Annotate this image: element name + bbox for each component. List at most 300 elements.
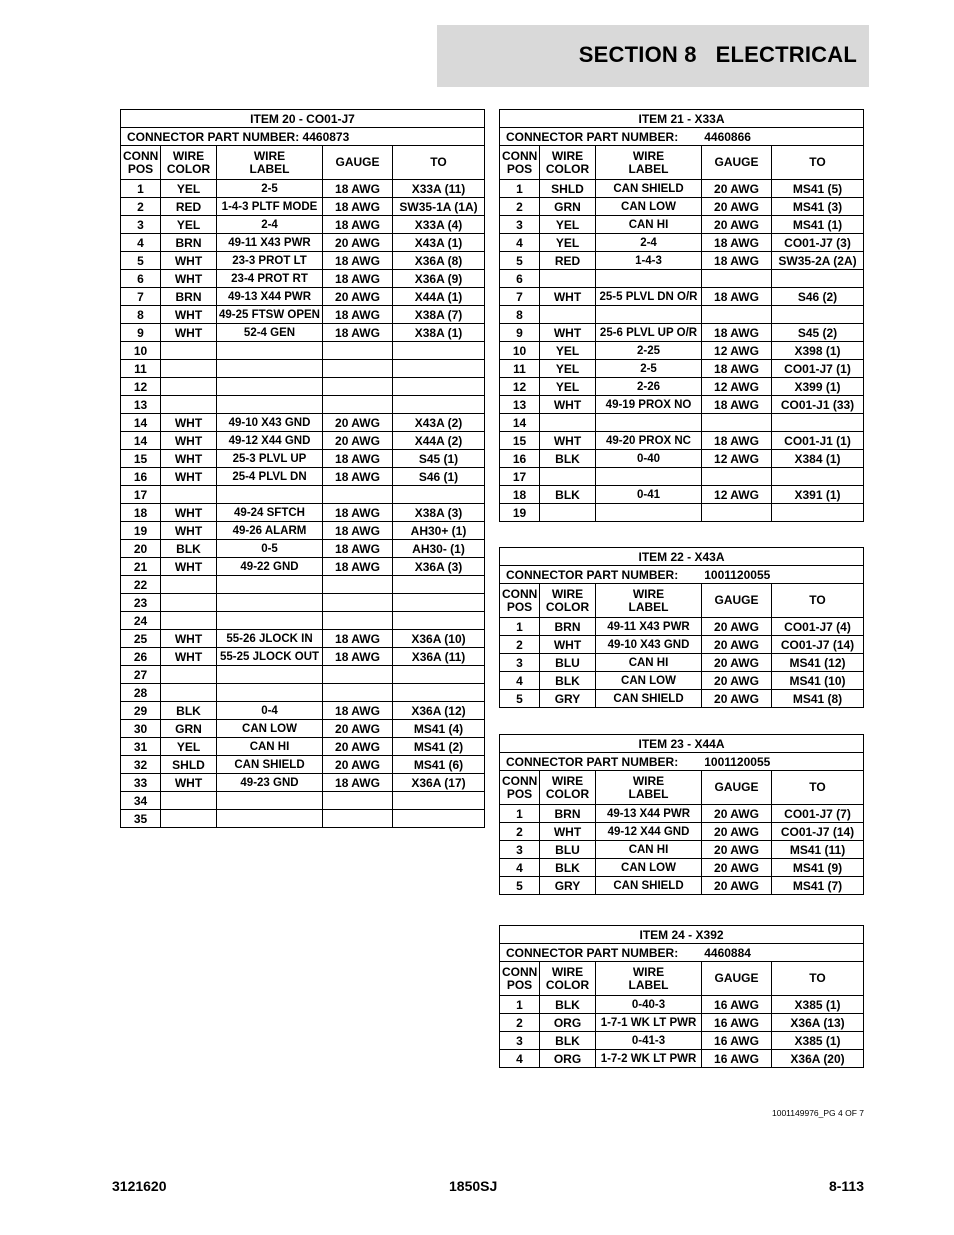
cell-to: X391 (1) <box>772 486 864 504</box>
part-number-value: 4460866 <box>704 129 751 144</box>
cell-to: CO01-J1 (1) <box>772 432 864 450</box>
cell-gauge: 20 AWG <box>702 859 772 877</box>
table-row <box>121 738 485 756</box>
table-row <box>500 396 864 414</box>
cell-to: X385 (1) <box>772 996 864 1014</box>
footer-manual-number: 3121620 <box>112 1178 167 1194</box>
cell-wire-color <box>161 666 217 684</box>
cell-wire-color: WHT <box>161 432 217 450</box>
cell-wire-color: BLK <box>540 672 596 690</box>
cell-conn-pos: 10 <box>500 342 540 360</box>
cell-gauge <box>323 684 393 702</box>
cell-conn-pos: 1 <box>500 805 540 823</box>
cell-conn-pos: 31 <box>121 738 161 756</box>
cell-conn-pos: 13 <box>121 396 161 414</box>
cell-conn-pos: 3 <box>500 841 540 859</box>
table-row <box>500 654 864 672</box>
cell-to: MS41 (12) <box>772 654 864 672</box>
column-header-wire-color: WIRE COLOR <box>540 771 596 805</box>
cell-to: MS41 (1) <box>772 216 864 234</box>
cell-to <box>772 270 864 288</box>
page-reference-note: 1001149976_PG 4 OF 7 <box>772 1108 864 1118</box>
table-row <box>121 522 485 540</box>
cell-to: X38A (3) <box>393 504 485 522</box>
cell-gauge: 20 AWG <box>323 720 393 738</box>
cell-to: X36A (20) <box>772 1050 864 1068</box>
cell-wire-color: WHT <box>540 636 596 654</box>
table-row <box>500 1032 864 1050</box>
cell-gauge <box>702 468 772 486</box>
cell-wire-color: WHT <box>540 396 596 414</box>
cell-conn-pos: 12 <box>121 378 161 396</box>
cell-conn-pos: 26 <box>121 648 161 666</box>
cell-to: S46 (1) <box>393 468 485 486</box>
column-header-gauge: GAUGE <box>702 962 772 996</box>
cell-gauge: 20 AWG <box>702 216 772 234</box>
table-row <box>121 180 485 198</box>
connector-table-item-24 <box>499 925 864 1068</box>
column-header-wire-label: WIRE LABEL <box>596 962 702 996</box>
column-header-wire-label: WIRE LABEL <box>596 146 702 180</box>
cell-gauge: 18 AWG <box>323 450 393 468</box>
cell-to <box>393 666 485 684</box>
part-number-label: CONNECTOR PART NUMBER: 4460873 <box>127 129 350 144</box>
column-header-wire-color: WIRE COLOR <box>540 584 596 618</box>
table-row <box>121 432 485 450</box>
cell-wire-color <box>161 576 217 594</box>
cell-wire-color: BLK <box>161 540 217 558</box>
column-header-conn-pos: CONN POS <box>500 584 540 618</box>
cell-conn-pos: 27 <box>121 666 161 684</box>
cell-to: X33A (11) <box>393 180 485 198</box>
cell-to: X36A (12) <box>393 702 485 720</box>
cell-wire-label: 0-40-3 <box>596 996 702 1014</box>
table-row <box>121 396 485 414</box>
cell-to <box>393 792 485 810</box>
cell-wire-color: WHT <box>540 288 596 306</box>
cell-wire-label <box>217 360 323 378</box>
cell-to: MS41 (3) <box>772 198 864 216</box>
cell-wire-color <box>161 594 217 612</box>
cell-gauge <box>323 594 393 612</box>
cell-to: MS41 (9) <box>772 859 864 877</box>
cell-to: X36A (17) <box>393 774 485 792</box>
cell-wire-color <box>161 486 217 504</box>
cell-conn-pos: 4 <box>500 859 540 877</box>
cell-wire-label: 1-4-3 PLTF MODE <box>217 198 323 216</box>
table-title: ITEM 24 - X392 <box>500 926 864 944</box>
cell-conn-pos: 3 <box>500 654 540 672</box>
cell-wire-label: 49-24 SFTCH <box>217 504 323 522</box>
cell-gauge: 20 AWG <box>323 288 393 306</box>
cell-conn-pos: 16 <box>121 468 161 486</box>
cell-to: X36A (3) <box>393 558 485 576</box>
table-row <box>121 774 485 792</box>
cell-to: X399 (1) <box>772 378 864 396</box>
cell-gauge: 20 AWG <box>702 877 772 895</box>
cell-conn-pos: 5 <box>500 690 540 708</box>
table-row <box>500 996 864 1014</box>
cell-wire-label: 49-22 GND <box>217 558 323 576</box>
connector-part-number <box>500 566 864 584</box>
cell-to <box>393 810 485 828</box>
table-row <box>121 450 485 468</box>
cell-wire-label: 1-4-3 <box>596 252 702 270</box>
cell-conn-pos: 5 <box>121 252 161 270</box>
table-row <box>500 216 864 234</box>
cell-wire-color <box>161 810 217 828</box>
cell-wire-label: CAN SHIELD <box>596 877 702 895</box>
cell-wire-label: 2-4 <box>596 234 702 252</box>
cell-wire-color: SHLD <box>540 180 596 198</box>
cell-conn-pos: 5 <box>500 252 540 270</box>
cell-to: CO01-J1 (33) <box>772 396 864 414</box>
column-header-to: TO <box>393 146 485 180</box>
cell-conn-pos: 16 <box>500 450 540 468</box>
cell-wire-color: WHT <box>161 270 217 288</box>
cell-gauge: 12 AWG <box>702 450 772 468</box>
cell-gauge: 20 AWG <box>702 672 772 690</box>
cell-to: S45 (2) <box>772 324 864 342</box>
cell-conn-pos: 11 <box>500 360 540 378</box>
cell-wire-color: ORG <box>540 1050 596 1068</box>
cell-wire-label <box>596 414 702 432</box>
table-row <box>121 288 485 306</box>
cell-conn-pos: 12 <box>500 378 540 396</box>
cell-conn-pos: 4 <box>500 1050 540 1068</box>
cell-wire-label: CAN HI <box>596 841 702 859</box>
part-number-value: 1001120055 <box>704 754 771 769</box>
cell-gauge: 20 AWG <box>702 618 772 636</box>
cell-wire-color <box>161 684 217 702</box>
cell-gauge: 18 AWG <box>702 324 772 342</box>
cell-gauge <box>702 414 772 432</box>
cell-wire-color <box>161 378 217 396</box>
cell-gauge: 12 AWG <box>702 378 772 396</box>
cell-wire-label: 49-26 ALARM <box>217 522 323 540</box>
table-row <box>500 252 864 270</box>
cell-wire-color <box>161 612 217 630</box>
cell-wire-label: 2-4 <box>217 216 323 234</box>
cell-wire-label <box>217 810 323 828</box>
column-header-wire-color: WIRE COLOR <box>540 146 596 180</box>
table-row <box>500 1050 864 1068</box>
cell-gauge: 20 AWG <box>323 756 393 774</box>
cell-wire-color: RED <box>540 252 596 270</box>
cell-wire-label: 49-25 FTSW OPEN <box>217 306 323 324</box>
cell-wire-color: BRN <box>161 234 217 252</box>
cell-gauge: 16 AWG <box>702 1014 772 1032</box>
cell-conn-pos: 22 <box>121 576 161 594</box>
cell-wire-color <box>540 468 596 486</box>
cell-gauge: 18 AWG <box>323 648 393 666</box>
cell-wire-label: 49-11 X43 PWR <box>596 618 702 636</box>
column-header-to: TO <box>772 584 864 618</box>
footer-model: 1850SJ <box>449 1178 498 1194</box>
cell-wire-color: WHT <box>161 414 217 432</box>
table-row <box>500 288 864 306</box>
cell-wire-color: YEL <box>161 738 217 756</box>
cell-gauge <box>702 504 772 522</box>
cell-to: X33A (4) <box>393 216 485 234</box>
cell-to <box>393 594 485 612</box>
cell-wire-label: CAN SHIELD <box>217 756 323 774</box>
column-header-gauge: GAUGE <box>702 584 772 618</box>
cell-conn-pos: 35 <box>121 810 161 828</box>
cell-wire-label: 49-13 X44 PWR <box>217 288 323 306</box>
cell-wire-label <box>217 576 323 594</box>
cell-wire-label <box>217 792 323 810</box>
cell-wire-label: 25-4 PLVL DN <box>217 468 323 486</box>
cell-conn-pos: 7 <box>500 288 540 306</box>
cell-conn-pos: 33 <box>121 774 161 792</box>
cell-conn-pos: 1 <box>500 996 540 1014</box>
cell-wire-color: BLU <box>540 654 596 672</box>
cell-conn-pos: 30 <box>121 720 161 738</box>
cell-to <box>393 396 485 414</box>
cell-wire-color: WHT <box>161 468 217 486</box>
cell-wire-label <box>596 468 702 486</box>
cell-wire-color: WHT <box>161 252 217 270</box>
cell-gauge: 18 AWG <box>323 504 393 522</box>
connector-part-number <box>500 753 864 771</box>
cell-conn-pos: 4 <box>500 672 540 690</box>
section-title: SECTION 8 ELECTRICAL <box>578 42 857 67</box>
table-row <box>500 180 864 198</box>
cell-conn-pos: 19 <box>500 504 540 522</box>
cell-to: X36A (10) <box>393 630 485 648</box>
cell-wire-label: 52-4 GEN <box>217 324 323 342</box>
cell-conn-pos: 23 <box>121 594 161 612</box>
connector-table-item-21 <box>499 109 864 522</box>
cell-to: X43A (1) <box>393 234 485 252</box>
table-row <box>121 756 485 774</box>
cell-wire-color <box>161 342 217 360</box>
cell-to: X36A (8) <box>393 252 485 270</box>
part-number-label: CONNECTOR PART NUMBER: <box>506 754 679 769</box>
cell-wire-color: WHT <box>161 774 217 792</box>
column-header-wire-label: WIRE LABEL <box>596 771 702 805</box>
cell-wire-color: BLU <box>540 841 596 859</box>
cell-wire-label: CAN SHIELD <box>596 180 702 198</box>
cell-to <box>393 684 485 702</box>
cell-wire-color <box>161 360 217 378</box>
cell-gauge: 20 AWG <box>702 823 772 841</box>
cell-conn-pos: 13 <box>500 396 540 414</box>
cell-conn-pos: 25 <box>121 630 161 648</box>
cell-conn-pos: 3 <box>500 1032 540 1050</box>
cell-gauge <box>323 666 393 684</box>
cell-to: X398 (1) <box>772 342 864 360</box>
cell-to: AH30- (1) <box>393 540 485 558</box>
table-row <box>500 618 864 636</box>
cell-gauge: 18 AWG <box>323 774 393 792</box>
table-row <box>121 486 485 504</box>
cell-to: MS41 (5) <box>772 180 864 198</box>
cell-wire-color <box>161 396 217 414</box>
table-row <box>500 198 864 216</box>
table-row <box>500 636 864 654</box>
table-row <box>500 690 864 708</box>
cell-wire-color: BLK <box>540 1032 596 1050</box>
cell-wire-label: CAN LOW <box>596 198 702 216</box>
cell-to: X36A (9) <box>393 270 485 288</box>
table-row <box>500 432 864 450</box>
cell-to: S45 (1) <box>393 450 485 468</box>
part-number-value: 4460884 <box>704 945 751 960</box>
table-row <box>121 378 485 396</box>
cell-wire-color: WHT <box>161 558 217 576</box>
cell-to: CO01-J7 (14) <box>772 636 864 654</box>
connector-table-item-20 <box>120 109 485 828</box>
cell-conn-pos: 17 <box>500 468 540 486</box>
cell-to: AH30+ (1) <box>393 522 485 540</box>
table-row <box>121 792 485 810</box>
cell-wire-color <box>540 504 596 522</box>
cell-wire-label: CAN HI <box>596 654 702 672</box>
cell-wire-label: 2-26 <box>596 378 702 396</box>
cell-gauge: 20 AWG <box>702 805 772 823</box>
table-row <box>121 198 485 216</box>
cell-wire-label <box>217 378 323 396</box>
cell-to: MS41 (2) <box>393 738 485 756</box>
cell-gauge: 18 AWG <box>323 540 393 558</box>
cell-wire-label: 49-23 GND <box>217 774 323 792</box>
cell-to: MS41 (6) <box>393 756 485 774</box>
cell-gauge: 20 AWG <box>702 180 772 198</box>
table-row <box>500 414 864 432</box>
cell-gauge: 18 AWG <box>702 396 772 414</box>
cell-wire-label: 49-12 X44 GND <box>596 823 702 841</box>
cell-wire-label: 0-41 <box>596 486 702 504</box>
table-row <box>500 841 864 859</box>
table-title: ITEM 23 - X44A <box>500 735 864 753</box>
cell-conn-pos: 1 <box>121 180 161 198</box>
cell-gauge: 18 AWG <box>323 198 393 216</box>
column-header-gauge: GAUGE <box>702 771 772 805</box>
cell-conn-pos: 7 <box>121 288 161 306</box>
cell-gauge: 18 AWG <box>323 252 393 270</box>
table-row <box>121 630 485 648</box>
cell-to: X44A (1) <box>393 288 485 306</box>
table-row <box>500 468 864 486</box>
cell-to: CO01-J7 (1) <box>772 360 864 378</box>
cell-gauge: 18 AWG <box>323 702 393 720</box>
cell-wire-color: YEL <box>161 216 217 234</box>
cell-wire-label: 0-5 <box>217 540 323 558</box>
column-header-conn-pos: CONN POS <box>500 962 540 996</box>
table-row <box>121 612 485 630</box>
connector-part-number <box>500 128 864 146</box>
cell-to <box>393 486 485 504</box>
table-row <box>121 558 485 576</box>
cell-conn-pos: 15 <box>500 432 540 450</box>
cell-gauge: 18 AWG <box>323 324 393 342</box>
cell-gauge <box>323 792 393 810</box>
cell-gauge: 20 AWG <box>702 690 772 708</box>
column-header-conn-pos: CONN POS <box>500 771 540 805</box>
cell-conn-pos: 14 <box>121 414 161 432</box>
table-row <box>121 666 485 684</box>
cell-to: X38A (1) <box>393 324 485 342</box>
cell-wire-label: 23-3 PROT LT <box>217 252 323 270</box>
cell-conn-pos: 3 <box>500 216 540 234</box>
column-header-conn-pos: CONN POS <box>500 146 540 180</box>
cell-wire-label <box>596 504 702 522</box>
cell-to: X384 (1) <box>772 450 864 468</box>
table-row <box>121 720 485 738</box>
table-row <box>121 810 485 828</box>
table-row <box>121 360 485 378</box>
cell-wire-color: WHT <box>161 324 217 342</box>
cell-to: X36A (13) <box>772 1014 864 1032</box>
table-row <box>500 306 864 324</box>
column-header-to: TO <box>772 146 864 180</box>
table-row <box>500 324 864 342</box>
cell-conn-pos: 6 <box>500 270 540 288</box>
cell-wire-color: ORG <box>540 1014 596 1032</box>
cell-gauge <box>323 342 393 360</box>
cell-gauge: 20 AWG <box>702 841 772 859</box>
table-row <box>500 270 864 288</box>
cell-gauge: 20 AWG <box>323 234 393 252</box>
cell-gauge: 12 AWG <box>702 342 772 360</box>
cell-gauge: 20 AWG <box>702 654 772 672</box>
cell-gauge <box>323 378 393 396</box>
cell-wire-color: WHT <box>161 522 217 540</box>
cell-wire-label: 49-20 PROX NC <box>596 432 702 450</box>
table-row <box>121 576 485 594</box>
section-header <box>437 25 869 87</box>
table-row <box>500 805 864 823</box>
cell-gauge: 18 AWG <box>702 432 772 450</box>
cell-wire-color: YEL <box>540 342 596 360</box>
cell-wire-color: GRY <box>540 690 596 708</box>
cell-wire-color: WHT <box>161 306 217 324</box>
cell-gauge: 20 AWG <box>323 432 393 450</box>
cell-wire-label: 49-11 X43 PWR <box>217 234 323 252</box>
cell-wire-color: WHT <box>540 432 596 450</box>
part-number-label: CONNECTOR PART NUMBER: <box>506 945 679 960</box>
cell-wire-color: BLK <box>161 702 217 720</box>
table-title: ITEM 21 - X33A <box>500 110 864 128</box>
cell-wire-label: 25-3 PLVL UP <box>217 450 323 468</box>
cell-gauge <box>702 270 772 288</box>
cell-gauge <box>323 576 393 594</box>
cell-to <box>393 342 485 360</box>
cell-to: S46 (2) <box>772 288 864 306</box>
table-row <box>500 234 864 252</box>
table-row <box>121 594 485 612</box>
cell-gauge: 16 AWG <box>702 996 772 1014</box>
table-row <box>500 342 864 360</box>
cell-gauge: 18 AWG <box>702 360 772 378</box>
cell-conn-pos: 11 <box>121 360 161 378</box>
cell-to: X38A (7) <box>393 306 485 324</box>
cell-conn-pos: 18 <box>500 486 540 504</box>
cell-wire-label: CAN LOW <box>596 859 702 877</box>
cell-wire-label <box>217 396 323 414</box>
table-row <box>121 306 485 324</box>
cell-wire-label: 49-19 PROX NO <box>596 396 702 414</box>
cell-wire-color <box>540 306 596 324</box>
cell-conn-pos: 14 <box>500 414 540 432</box>
connector-part-number <box>500 944 864 962</box>
cell-to <box>393 612 485 630</box>
cell-gauge: 18 AWG <box>702 252 772 270</box>
table-row <box>500 450 864 468</box>
cell-wire-color: BRN <box>161 288 217 306</box>
